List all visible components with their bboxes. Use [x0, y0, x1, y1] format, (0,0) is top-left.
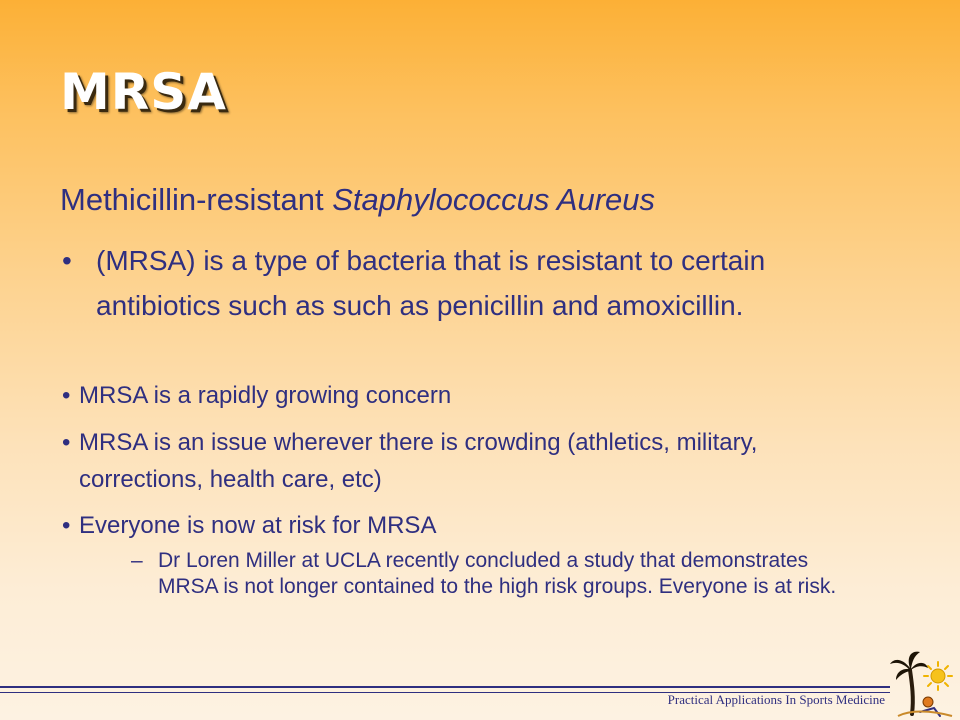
footer-text: Practical Applications In Sports Medicine: [667, 692, 885, 707]
palm-tree-sun-icon: [890, 650, 956, 718]
bullet-text: (MRSA) is a type of bacteria that is resistant to certain antibiotics such as such as penicillin and amoxicillin.: [96, 245, 766, 321]
slide-subtitle: [60, 180, 655, 220]
bullet-text: Everyone is now at risk for MRSA: [79, 512, 437, 539]
slide-title: MRSA: [60, 63, 227, 121]
subtitle-prefix: Methicillin-resistant: [60, 182, 333, 217]
bullet-marker: •: [62, 245, 72, 276]
bullet-text: MRSA is a rapidly growing concern: [79, 382, 452, 409]
bullet-item: [62, 424, 882, 498]
sub-bullet-marker: –: [131, 549, 143, 572]
bullet-marker: •: [62, 429, 71, 456]
bullet-item: [62, 377, 882, 414]
footer-rule: [0, 686, 890, 688]
bullet-text: MRSA is an issue wherever there is crowding (athletics, military, corrections, health care, etc): [79, 429, 758, 493]
subtitle-italic: Staphylococcus Aureus: [332, 182, 656, 217]
sub-bullet-item: [131, 548, 871, 600]
bullet-item: [62, 238, 882, 328]
sun-icon: [924, 662, 952, 690]
bullet-marker: •: [62, 382, 71, 409]
bullet-item: [62, 507, 882, 544]
sub-bullet-text: Dr Loren Miller at UCLA recently concluded a study that demonstrates MRSA is not longer contained to the high risk groups. Everyone is at risk.: [158, 549, 837, 598]
bullet-marker: •: [62, 512, 71, 539]
